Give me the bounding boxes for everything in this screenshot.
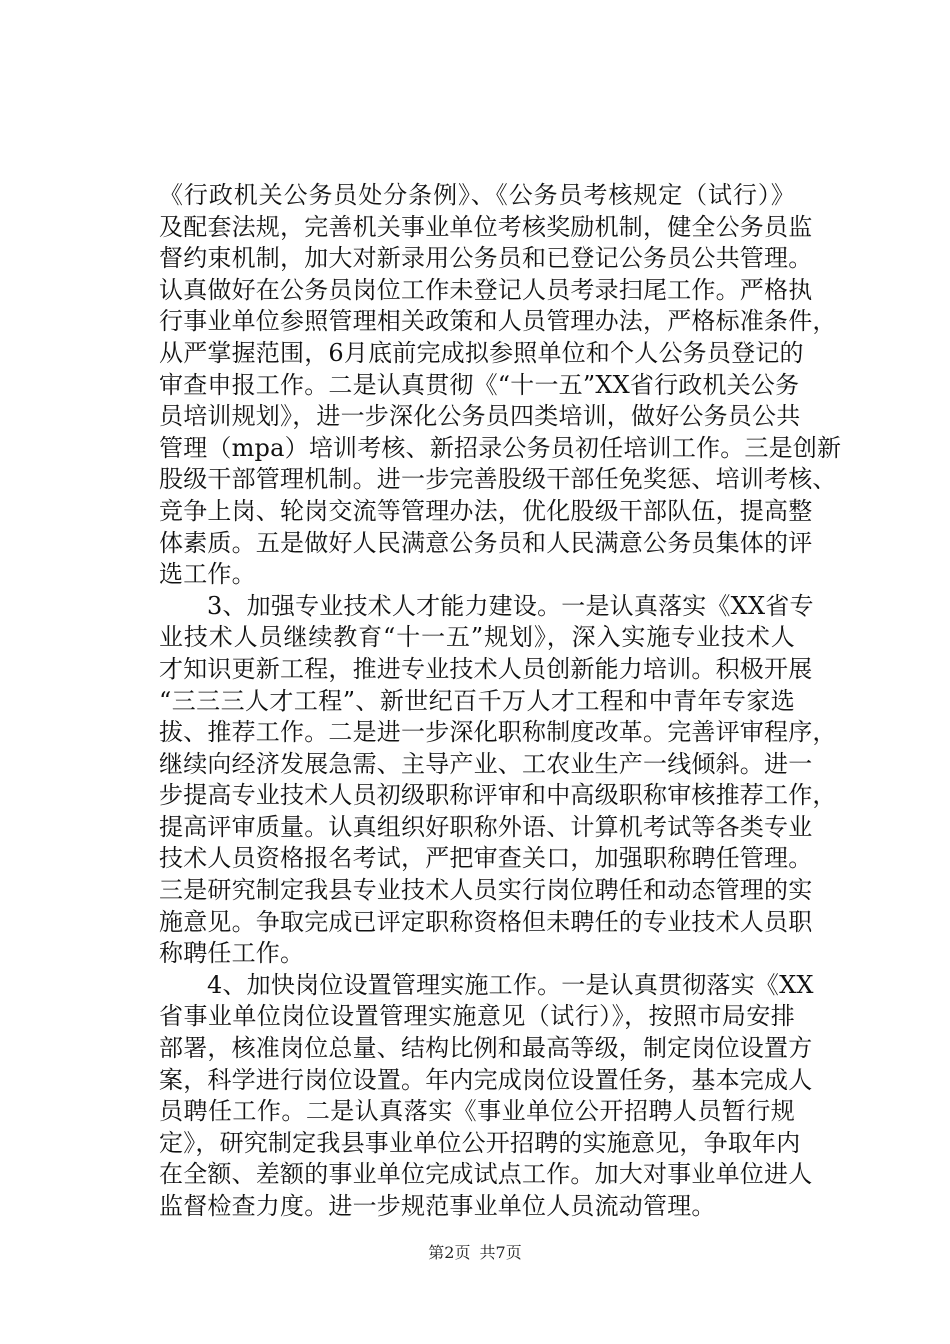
- text-line: “三三三人才工程”、新世纪百千万人才工程和中青年专家选: [159, 686, 795, 715]
- text-line: 提高评审质量。认真组织好职称外语、计算机考试等各类专业: [159, 812, 813, 841]
- page-footer: [0, 1243, 950, 1263]
- text-line: 管理（mpa）培训考核、新招录公务员初任培训工作。三是创新: [159, 433, 842, 462]
- text-line: 案，科学进行岗位设置。年内完成岗位设置任务，基本完成人: [159, 1065, 813, 1094]
- text-line: 体素质。五是做好人民满意公务员和人民满意公务员集体的评: [159, 528, 813, 557]
- text-line: 选工作。: [159, 560, 256, 589]
- text-line: 省事业单位岗位设置管理实施意见（试行）》，按照市局安排: [159, 1002, 795, 1031]
- text-line: 竞争上岗、轮岗交流等管理办法，优化股级干部队伍，提高整: [159, 496, 813, 525]
- text-line: 员聘任工作。二是认真落实《事业单位公开招聘人员暂行规: [159, 1097, 795, 1126]
- text-line: 及配套法规，完善机关事业单位考核奖励机制，健全公务员监: [159, 212, 813, 241]
- text-line: 称聘任工作。: [159, 939, 305, 968]
- text-line: 从严掌握范围，6月底前完成拟参照单位和个人公务员登记的: [159, 338, 804, 367]
- text-line: 步提高专业技术人员初级职称评审和中高级职称审核推荐工作，: [159, 781, 837, 810]
- text-line: 认真做好在公务员岗位工作未登记人员考录扫尾工作。严格执: [159, 275, 813, 304]
- page-total: 共7页: [479, 1243, 522, 1262]
- text-line: 技术人员资格报名考试，严把审查关口，加强职称聘任管理。: [159, 844, 813, 873]
- text-line: 施意见。争取完成已评定职称资格但未聘任的专业技术人员职: [159, 907, 813, 936]
- text-line: 在全额、差额的事业单位完成试点工作。加大对事业单位进人: [159, 1160, 813, 1189]
- text-line: 审查申报工作。二是认真贯彻《“十一五”XX省行政机关公务: [159, 370, 800, 399]
- paragraph-first-line: 3、加强专业技术人才能力建设。一是认真落实《XX省专: [207, 591, 814, 620]
- text-line: 拔、推荐工作。二是进一步深化职称制度改革。完善评审程序，: [159, 718, 837, 747]
- text-line: 才知识更新工程，推进专业技术人员创新能力培训。积极开展: [159, 654, 813, 683]
- text-line: 股级干部管理机制。进一步完善股级干部任免奖惩、培训考核、: [159, 465, 837, 494]
- text-line: 继续向经济发展急需、主导产业、工农业生产一线倾斜。进一: [159, 749, 813, 778]
- text-line: 员培训规划》，进一步深化公务员四类培训，做好公务员公共: [159, 402, 801, 431]
- text-line: 定》，研究制定我县事业单位公开招聘的实施意见，争取年内: [159, 1128, 801, 1157]
- text-line: 部署，核准岗位总量、结构比例和最高等级，制定岗位设置方: [159, 1034, 813, 1063]
- document-body: [159, 180, 842, 1223]
- text-line: 督约束机制，加大对新录用公务员和已登记公务员公共管理。: [159, 244, 813, 273]
- page-number: 第2页: [428, 1243, 471, 1262]
- text-line: 《行政机关公务员处分条例》、《公务员考核规定（试行）》: [159, 181, 795, 209]
- paragraph-first-line: 4、加快岗位设置管理实施工作。一是认真贯彻落实《XX: [207, 970, 814, 999]
- text-line: 业技术人员继续教育“十一五”规划》，深入实施专业技术人: [159, 623, 795, 652]
- text-line: 监督检查力度。进一步规范事业单位人员流动管理。: [159, 1192, 716, 1220]
- text-line: 行事业单位参照管理相关政策和人员管理办法，严格标准条件，: [159, 307, 837, 336]
- text-line: 三是研究制定我县专业技术人员实行岗位聘任和动态管理的实: [159, 876, 813, 905]
